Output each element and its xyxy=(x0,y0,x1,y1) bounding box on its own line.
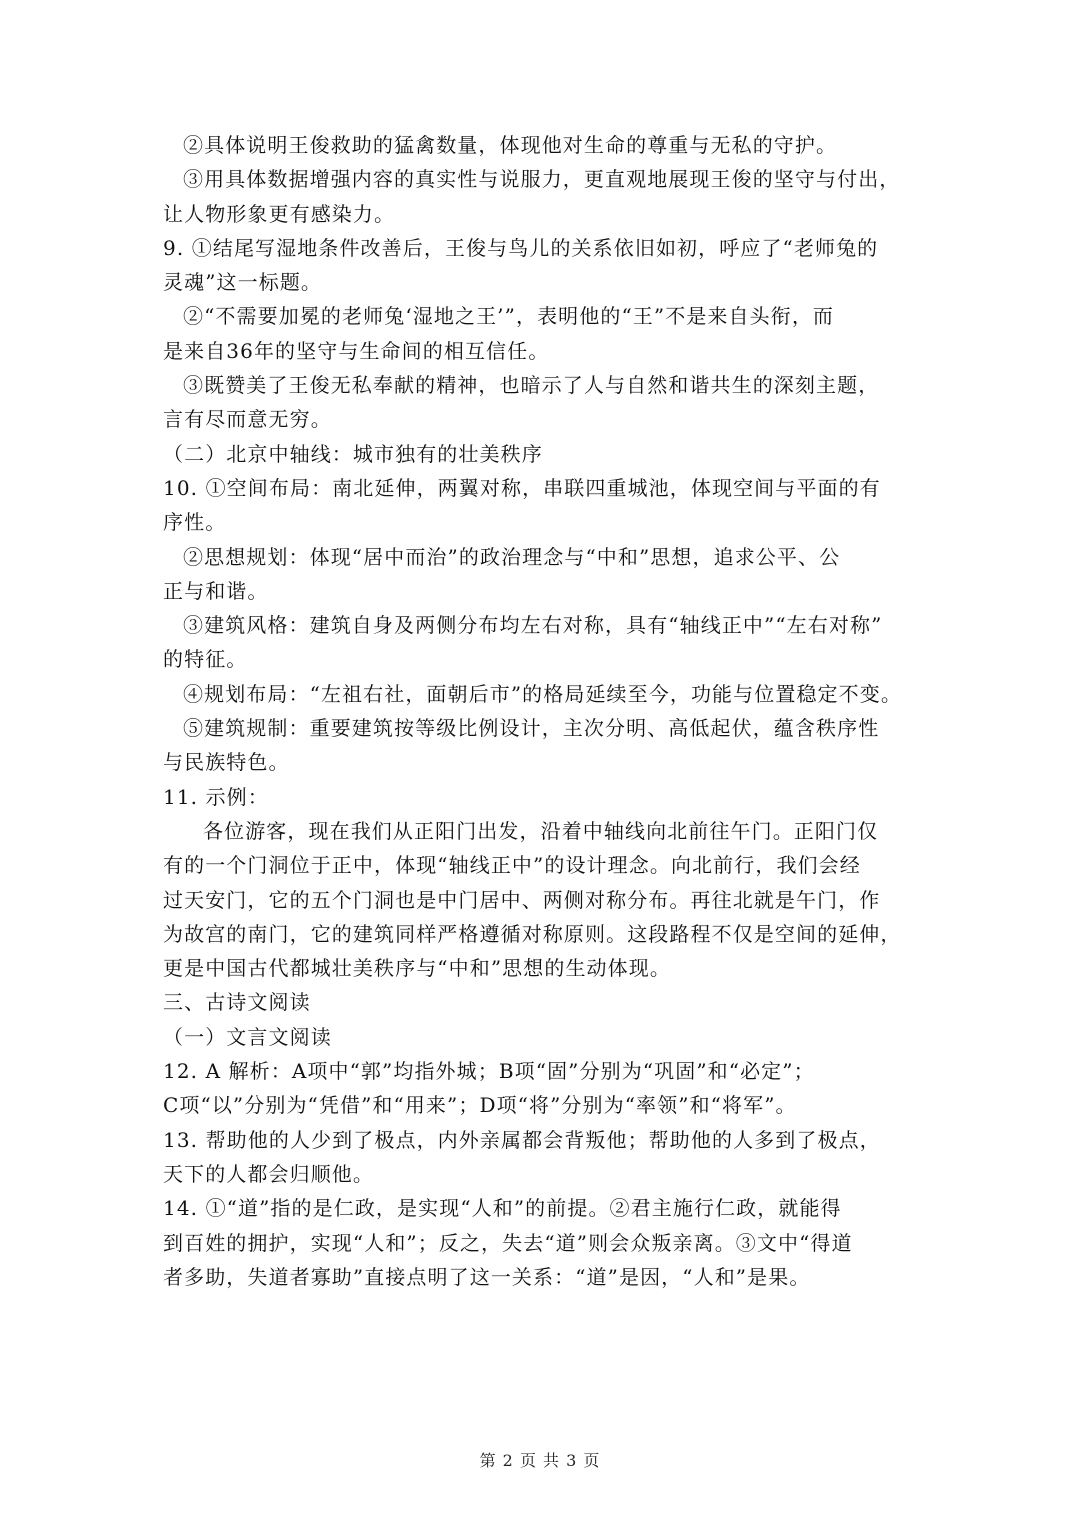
answer-line: 言有尽而意无穷。 xyxy=(163,407,332,432)
answer-line: 12. A 解析：A项中“郭”均指外城；B项“固”分别为“巩固”和“必定”； xyxy=(163,1059,815,1084)
answer-line: 过天安门，它的五个门洞也是中门居中、两侧对称分布。再往北就是午门，作 xyxy=(163,887,881,912)
answer-line: C项“以”分别为“凭借”和“用来”；D项“将”分别为“率领”和“将军”。 xyxy=(163,1093,797,1118)
answer-line: ③既赞美了王俊无私奉献的精神，也暗示了人与自然和谐共生的深刻主题， xyxy=(183,373,880,398)
answer-line: 14. ①“道”指的是仁政，是实现“人和”的前提。②君主施行仁政，就能得 xyxy=(163,1196,842,1221)
answer-line: 天下的人都会归顺他。 xyxy=(163,1161,374,1186)
answer-line: 13. 帮助他的人少到了极点，内外亲属都会背叛他；帮助他的人多到了极点， xyxy=(163,1127,881,1152)
answer-line: 者多助，失道者寡助”直接点明了这一关系：“道”是因，“人和”是果。 xyxy=(163,1264,811,1289)
page-footer: 第 2 页 共 3 页 xyxy=(479,1451,601,1470)
answer-line: ②思想规划：体现“居中而治”的政治理念与“中和”思想，追求公平、公 xyxy=(183,544,841,569)
answer-line: 各位游客，现在我们从正阳门出发，沿着中轴线向北前往午门。正阳门仅 xyxy=(203,818,879,843)
answer-line: 11. 示例： xyxy=(163,784,269,809)
answer-line: 的特征。 xyxy=(163,647,248,672)
section-heading: （一）文言文阅读 xyxy=(163,1024,332,1049)
answer-line: ③用具体数据增强内容的真实性与说服力，更直观地展现王俊的坚守与付出， xyxy=(183,167,901,192)
answer-line: 有的一个门洞位于正中，体现“轴线正中”的设计理念。向北前行，我们会经 xyxy=(163,853,861,878)
document-body xyxy=(163,128,919,1294)
answer-line: 10. ①空间布局：南北延伸，两翼对称，串联四重城池，体现空间与平面的有 xyxy=(163,475,881,500)
answer-line: 灵魂”这一标题。 xyxy=(163,270,323,295)
answer-line: ⑤建筑规制：重要建筑按等级比例设计，主次分明、高低起伏，蕴含秩序性 xyxy=(183,716,880,741)
answer-line: 正与和谐。 xyxy=(163,578,269,603)
answer-line: 序性。 xyxy=(163,510,227,535)
section-heading: （二）北京中轴线：城市独有的壮美秩序 xyxy=(163,441,543,466)
answer-line: 与民族特色。 xyxy=(163,750,290,775)
section-heading: 三、古诗文阅读 xyxy=(163,990,311,1015)
answer-line: ③建筑风格：建筑自身及两侧分布均左右对称，具有“轴线正中”“左右对称” xyxy=(183,613,883,638)
answer-line: 更是中国古代都城壮美秩序与“中和”思想的生动体现。 xyxy=(163,956,671,981)
answer-line: 到百姓的拥护，实现“人和”；反之，失去“道”则会众叛亲离。③文中“得道 xyxy=(163,1230,853,1255)
answer-line: 为故宫的南门，它的建筑同样严格遵循对称原则。这段路程不仅是空间的延伸， xyxy=(163,921,902,946)
answer-line: 9. ①结尾写湿地条件改善后，王俊与鸟儿的关系依旧如初，呼应了“老师兔的 xyxy=(163,235,879,260)
answer-line: 是来自36年的坚守与生命间的相互信任。 xyxy=(163,338,550,363)
answer-line: ②“不需要加冕的老师兔‘湿地之王’”，表明他的“王”不是来自头衔，而 xyxy=(183,304,835,329)
answer-line: ④规划布局：“左祖右社，面朝后市”的格局延续至今，功能与位置稳定不变。 xyxy=(183,681,902,706)
answer-line: 让人物形象更有感染力。 xyxy=(163,201,396,226)
answer-line: ②具体说明王俊救助的猛禽数量，体现他对生命的尊重与无私的守护。 xyxy=(183,133,838,157)
